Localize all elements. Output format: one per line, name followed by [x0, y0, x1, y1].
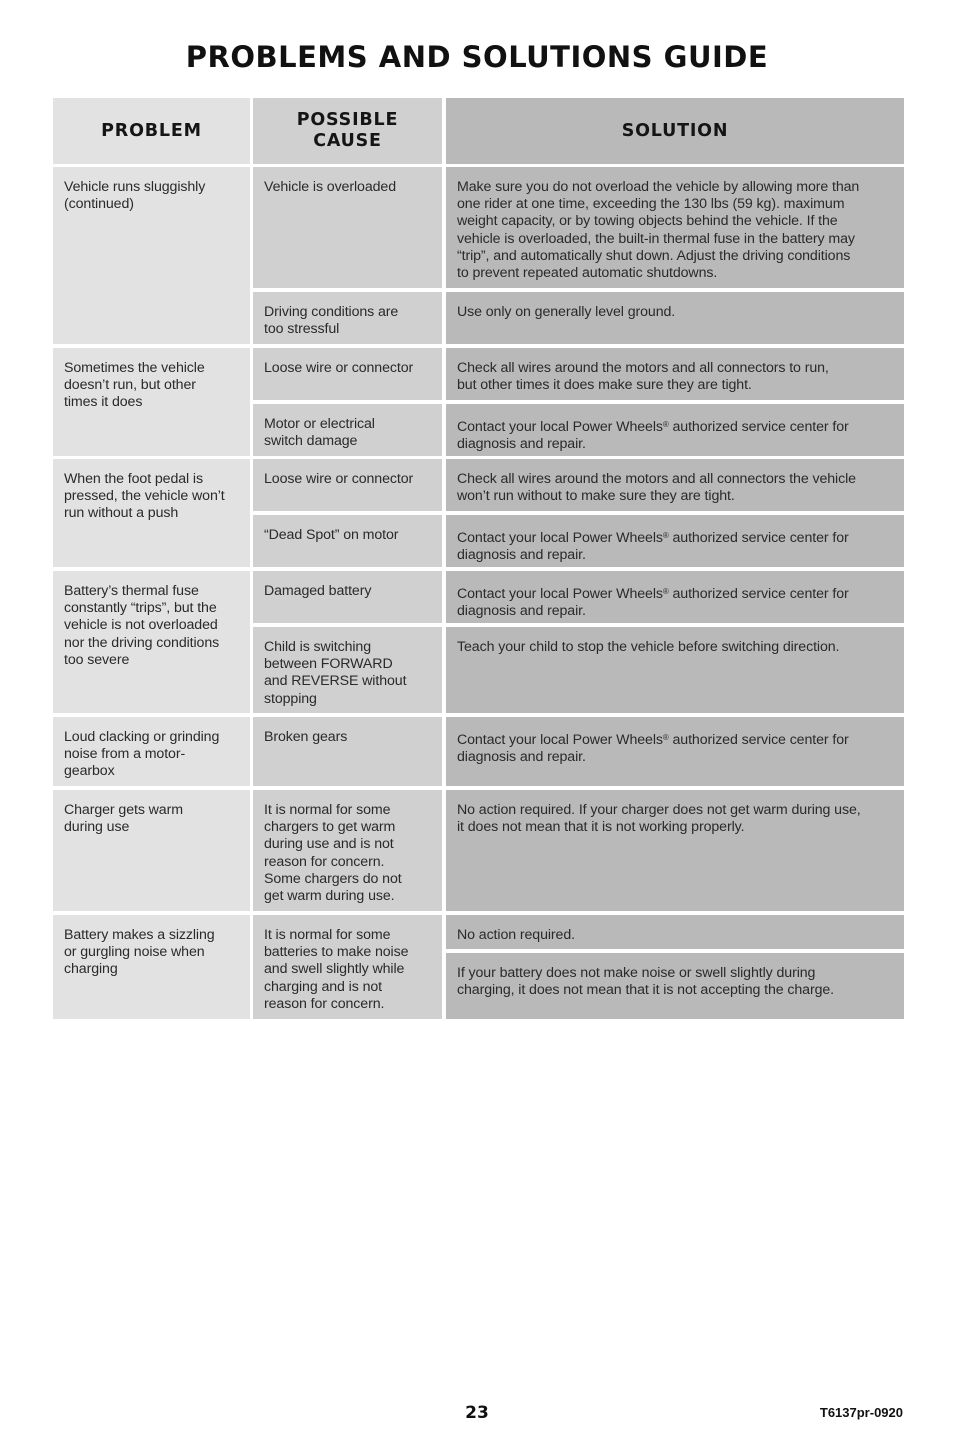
cause-cell: It is normal for some chargers to get warm during use and is not reason for concern. Some chargers do not get warm during use. — [253, 790, 442, 911]
problem-cell: Vehicle runs sluggishly (continued) — [53, 167, 250, 344]
problem-cell: Battery’s thermal fuse constantly “trips”, but the vehicle is not overloaded nor the driving conditions too severe — [53, 571, 250, 713]
problem-cell: Battery makes a sizzling or gurgling noise when charging — [53, 915, 250, 1019]
cause-cell: Vehicle is overloaded — [253, 167, 442, 288]
cause-cell: Child is switching between FORWARD and REVERSE without stopping — [253, 627, 442, 713]
solution-cell: Check all wires around the motors and all connectors the vehicle won’t run without to make sure they are tight. — [446, 459, 904, 511]
cause-cell: “Dead Spot” on motor — [253, 515, 442, 567]
problem-cell: When the foot pedal is pressed, the vehicle won’t run without a push — [53, 459, 250, 567]
solution-cell: Make sure you do not overload the vehicle by allowing more than one rider at one time, exceeding the 130 lbs (59 kg). maximum weight capacity, or by towing objects behind the vehicle. If the vehicle is overloaded, the built-in thermal fuse in the battery may “trip”, and automatically shut down. Adjust the driving conditions to prevent repeated automatic shutdowns. — [446, 167, 904, 288]
header-possible-cause — [253, 98, 442, 164]
header-cause-line2: CAUSE — [313, 131, 382, 151]
solution-cell: Contact your local Power Wheels® authorized service center for diagnosis and repair. — [446, 571, 904, 623]
solution-cell: Contact your local Power Wheels® authorized service center for diagnosis and repair. — [446, 515, 904, 567]
header-cause-line1: POSSIBLE — [296, 110, 399, 130]
cause-cell: Damaged battery — [253, 571, 442, 623]
cause-cell: It is normal for some batteries to make noise and swell slightly while charging and is not reason for concern. — [253, 915, 442, 1019]
solution-cell: No action required. If your charger does not get warm during use, it does not mean that it is not working properly. — [446, 790, 904, 911]
solution-cell: Contact your local Power Wheels® authorized service center for diagnosis and repair. — [446, 717, 904, 786]
cause-cell: Driving conditions are too stressful — [253, 292, 442, 344]
page-title: PROBLEMS AND SOLUTIONS GUIDE — [185, 40, 769, 74]
problem-cell: Charger gets warm during use — [53, 790, 250, 911]
problem-cell: Sometimes the vehicle doesn’t run, but other times it does — [53, 348, 250, 456]
problem-cell: Loud clacking or grinding noise from a motor- gearbox — [53, 717, 250, 786]
solution-cell: Teach your child to stop the vehicle before switching direction. — [446, 627, 904, 713]
cause-cell: Motor or electrical switch damage — [253, 404, 442, 456]
cause-cell: Loose wire or connector — [253, 348, 442, 400]
solution-cell: Use only on generally level ground. — [446, 292, 904, 344]
cause-cell: Broken gears — [253, 717, 442, 786]
header-solution: SOLUTION — [446, 98, 904, 164]
header-problem: PROBLEM — [53, 98, 250, 164]
document-code: T6137pr-0920 — [819, 1405, 903, 1420]
solution-cell: If your battery does not make noise or swell slightly during charging, it does not mean that it is not accepting the charge. — [446, 953, 904, 1019]
cause-cell: Loose wire or connector — [253, 459, 442, 511]
solution-cell: Check all wires around the motors and all connectors to run, but other times it does make sure they are tight. — [446, 348, 904, 400]
solution-cell: No action required. — [446, 915, 904, 949]
solution-cell: Contact your local Power Wheels® authorized service center for diagnosis and repair. — [446, 404, 904, 456]
page-number: 23 — [465, 1403, 489, 1423]
